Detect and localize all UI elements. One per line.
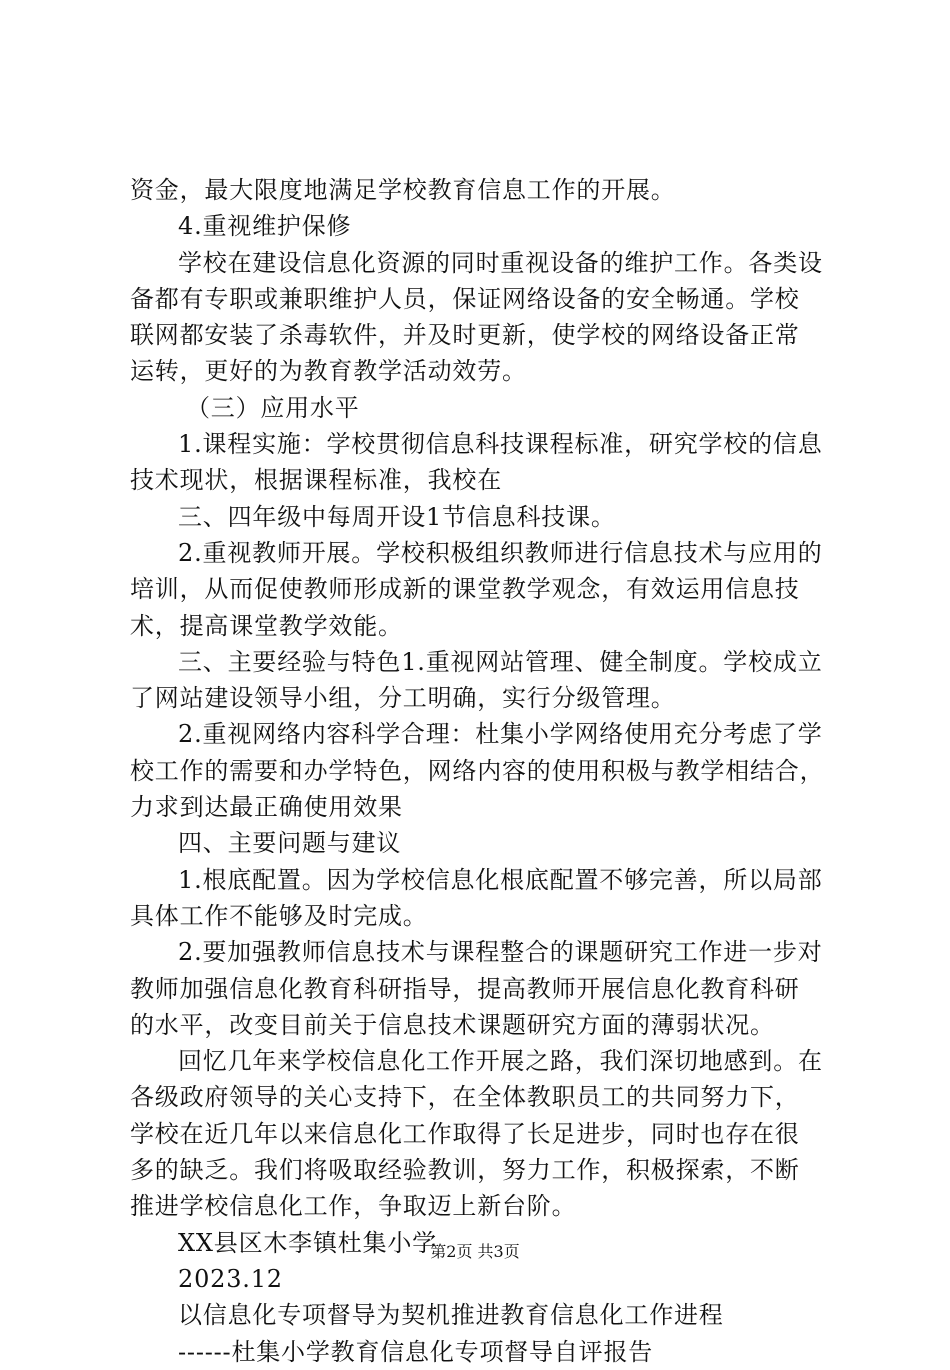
text-line: 三、四年级中每周开设1节信息科技课。 (178, 502, 616, 531)
text-line: 多的缺乏。我们将吸取经验教训，努力工作，积极探索，不断 (130, 1156, 800, 1185)
section-heading: 三、主要经验与特色1.重视网站管理、健全制度。学校成立 (178, 647, 823, 676)
text-line: 技术现状，根据课程标准，我校在 (130, 466, 502, 495)
text-line: 1.根底配置。因为学校信息化根底配置不够完善，所以局部 (178, 865, 823, 894)
text-line: 培训，从而促使教师形成新的课堂教学观念，有效运用信息技 (130, 575, 800, 604)
text-line: 教师加强信息化教育科研指导，提高教师开展信息化教育科研 (130, 974, 800, 1003)
text-line: 推进学校信息化工作，争取迈上新台阶。 (130, 1192, 577, 1221)
text-line: 2.重视网络内容科学合理：杜集小学网络使用充分考虑了学 (178, 720, 823, 749)
page-number-footer: 第2页 共3页 (430, 1242, 520, 1261)
signature-organization: XX县区木李镇杜集小学 (178, 1228, 437, 1257)
document-title: 以信息化专项督导为契机推进教育信息化工作进程 (178, 1301, 724, 1330)
text-line: 具体工作不能够及时完成。 (130, 901, 428, 930)
text-line: 运转，更好的为教育教学活动效劳。 (130, 357, 527, 386)
section-heading: 四、主要问题与建议 (178, 829, 402, 858)
section-heading: （三）应用水平 (186, 393, 360, 422)
text-line: 2.重视教师开展。学校积极组织教师进行信息技术与应用的 (178, 538, 823, 567)
text-line: 校工作的需要和办学特色，网络内容的使用积极与教学相结合， (130, 756, 825, 785)
text-line: 各级政府领导的关心支持下，在全体教职员工的共同努力下， (130, 1083, 800, 1112)
text-line: 资金，最大限度地满足学校教育信息工作的开展。 (130, 176, 676, 204)
text-line: 回忆几年来学校信息化工作开展之路，我们深切地感到。在 (178, 1047, 823, 1076)
text-line: 联网都安装了杀毒软件，并及时更新，使学校的网络设备正常 (130, 321, 800, 350)
document-subtitle: ------杜集小学教育信息化专项督导自评报告 (178, 1337, 654, 1366)
signature-date: 2023.12 (178, 1264, 283, 1293)
document-body (130, 172, 830, 1370)
text-line: 学校在近几年以来信息化工作取得了长足进步，同时也存在很 (130, 1119, 800, 1148)
text-line: 力求到达最正确使用效果 (130, 793, 403, 822)
text-line: 1.课程实施：学校贯彻信息科技课程标准，研究学校的信息 (178, 430, 823, 459)
text-line: 了网站建设领导小组，分工明确，实行分级管理。 (130, 684, 676, 713)
text-line: 术，提高课堂教学效能。 (130, 611, 403, 640)
text-line: 学校在建设信息化资源的同时重视设备的维护工作。各类设 (178, 248, 823, 277)
text-line: 的水平，改变目前关于信息技术课题研究方面的薄弱状况。 (130, 1010, 775, 1039)
text-line: 2.要加强教师信息技术与课程整合的课题研究工作进一步对 (178, 938, 823, 967)
text-line: 备都有专职或兼职维护人员，保证网络设备的安全畅通。学校 (130, 284, 800, 313)
section-heading: 4.重视维护保修 (178, 212, 352, 241)
